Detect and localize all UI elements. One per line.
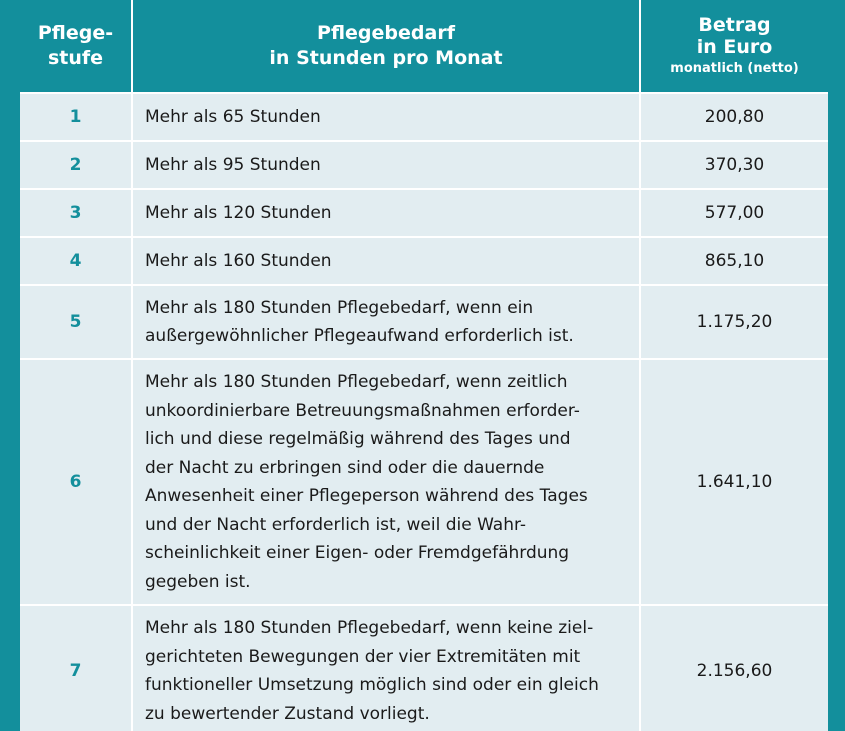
care-level: 3 bbox=[20, 189, 132, 237]
table-row bbox=[20, 141, 828, 189]
header-amount-sub: monatlich (netto) bbox=[670, 61, 799, 76]
header-amount-line2: in Euro bbox=[696, 36, 773, 58]
table-row bbox=[20, 359, 828, 605]
care-description bbox=[132, 237, 640, 285]
care-amount: 865,10 bbox=[640, 237, 828, 285]
description-line: und der Nacht erforderlich ist, weil die Wahr- bbox=[145, 514, 527, 535]
table-row bbox=[20, 93, 828, 141]
care-level: 1 bbox=[20, 93, 132, 141]
table-row bbox=[20, 285, 828, 359]
description-line: zu bewertender Zustand vorliegt. bbox=[145, 703, 430, 724]
header-amount-line1: Betrag bbox=[698, 14, 771, 36]
care-description bbox=[132, 359, 640, 605]
care-level-table bbox=[20, 0, 828, 731]
description-line: gerichteten Bewegungen der vier Extremitäten mit bbox=[145, 646, 581, 667]
description-line: Mehr als 180 Stunden Pflegebedarf, wenn keine ziel- bbox=[145, 618, 594, 638]
header-need-line1: Pflegebedarf bbox=[317, 22, 455, 44]
description-line: Mehr als 180 Stunden Pflegebedarf, wenn ein bbox=[145, 297, 534, 318]
care-amount: 577,00 bbox=[640, 189, 828, 237]
description-line: Mehr als 180 Stunden Pflegebedarf, wenn zeitlich bbox=[145, 372, 568, 392]
description-line: lich und diese regelmäßig während des Tages und bbox=[145, 429, 571, 449]
description-line: Mehr als 120 Stunden bbox=[145, 202, 332, 223]
header-need bbox=[132, 0, 640, 93]
table-row bbox=[20, 237, 828, 285]
description-line: Mehr als 95 Stunden bbox=[145, 154, 321, 175]
description-line: Mehr als 160 Stunden bbox=[145, 250, 332, 271]
care-description bbox=[132, 285, 640, 359]
description-line: gegeben ist. bbox=[145, 571, 251, 592]
care-amount: 2.156,60 bbox=[640, 605, 828, 731]
care-description bbox=[132, 605, 640, 731]
description-line: Mehr als 65 Stunden bbox=[145, 106, 321, 127]
description-line: außergewöhnlicher Pflegeaufwand erforderlich ist. bbox=[145, 326, 574, 346]
care-level: 7 bbox=[20, 605, 132, 731]
description-line: scheinlichkeit einer Eigen- oder Fremdgefährdung bbox=[145, 543, 570, 563]
care-amount: 370,30 bbox=[640, 141, 828, 189]
table-header-row bbox=[20, 0, 828, 93]
care-amount: 1.641,10 bbox=[640, 359, 828, 605]
care-amount: 1.175,20 bbox=[640, 285, 828, 359]
care-description bbox=[132, 189, 640, 237]
header-level-line1: Pflege- bbox=[37, 22, 114, 44]
care-level: 4 bbox=[20, 237, 132, 285]
description-line: Anwesenheit einer Pflegeperson während des Tages bbox=[145, 486, 588, 506]
care-level: 5 bbox=[20, 285, 132, 359]
description-line: unkoordinierbare Betreuungsmaßnahmen erforder- bbox=[145, 400, 580, 421]
care-level: 6 bbox=[20, 359, 132, 605]
header-level bbox=[20, 0, 132, 93]
description-line: der Nacht zu erbringen sind oder die dauernde bbox=[145, 457, 545, 478]
header-level-line2: stufe bbox=[47, 47, 104, 69]
care-description bbox=[132, 141, 640, 189]
care-amount: 200,80 bbox=[640, 93, 828, 141]
table-row bbox=[20, 189, 828, 237]
header-need-line2: in Stunden pro Monat bbox=[269, 47, 503, 69]
table-row bbox=[20, 605, 828, 731]
description-line: funktioneller Umsetzung möglich sind oder ein gleich bbox=[145, 675, 599, 695]
care-level: 2 bbox=[20, 141, 132, 189]
care-description bbox=[132, 93, 640, 141]
header-amount bbox=[640, 0, 828, 93]
